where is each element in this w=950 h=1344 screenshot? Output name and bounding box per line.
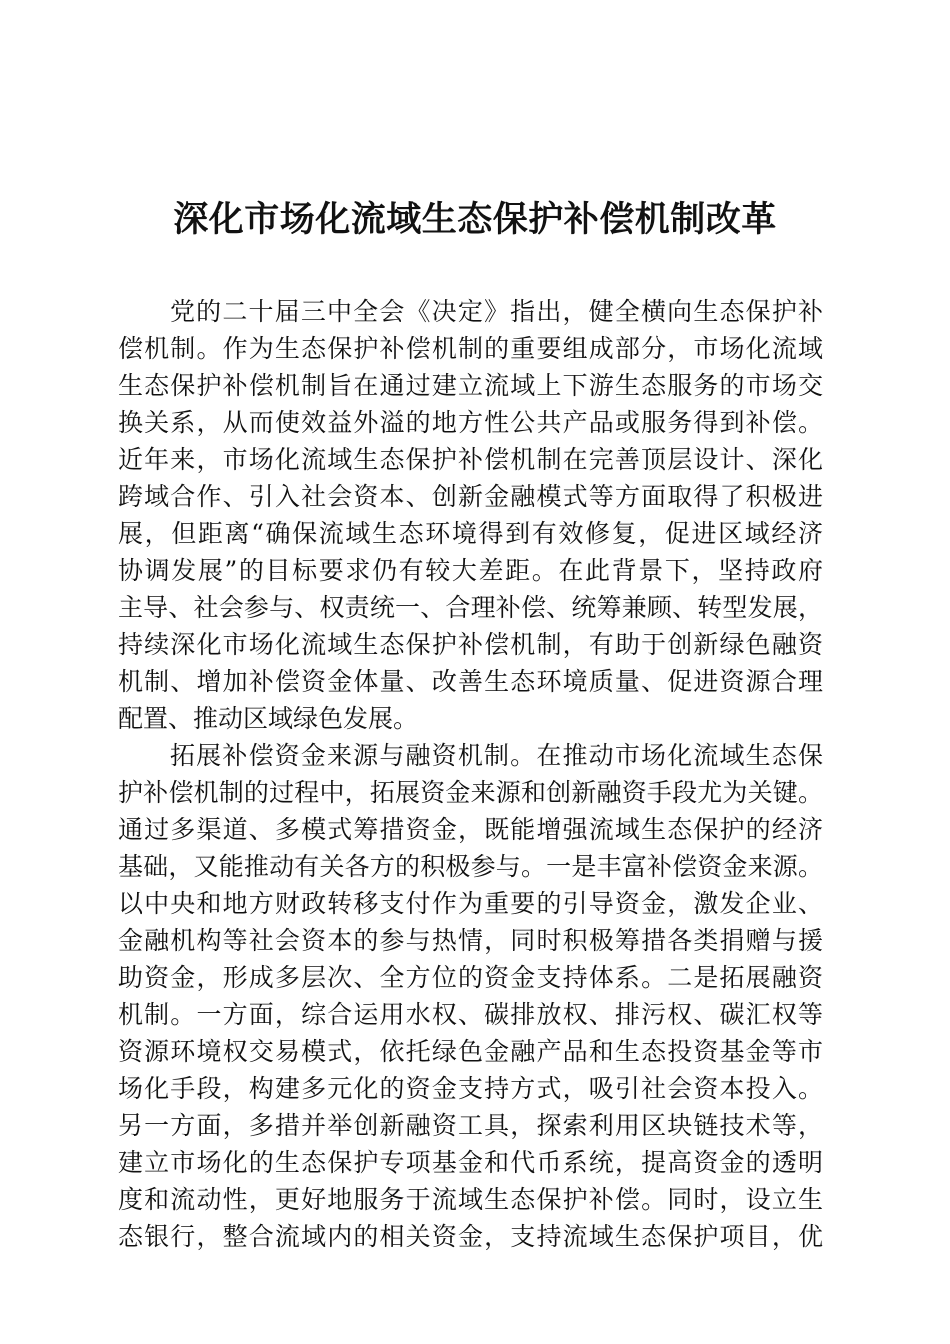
paragraph-line: 跨域合作、引入社会资本、创新金融模式等方面取得了积极进 [118,482,823,511]
paragraph-line: 场化手段，构建多元化的资金支持方式，吸引社会资本投入。 [118,1074,823,1103]
paragraph-line: 助资金，形成多层次、全方位的资金支持体系。二是拓展融资 [118,963,823,992]
paragraph-line: 建立市场化的生态保护专项基金和代币系统，提高资金的透明 [118,1148,823,1177]
paragraph-line: 态银行，整合流域内的相关资金，支持流域生态保护项目，优 [118,1222,823,1251]
paragraph-line: 生态保护补偿机制旨在通过建立流域上下游生态服务的市场交 [118,371,823,400]
paragraph-line: 展，但距离“确保流域生态环境得到有效修复，促进区域经济 [118,519,823,548]
paragraph-line: 拓展补偿资金来源与融资机制。在推动市场化流域生态保 [170,741,823,770]
paragraph-line: 换关系，从而使效益外溢的地方性公共产品或服务得到补偿。 [118,408,823,437]
paragraph-line: 近年来，市场化流域生态保护补偿机制在完善顶层设计、深化 [118,445,823,474]
paragraph-line: 基础，又能推动有关各方的积极参与。一是丰富补偿资金来源。 [118,852,823,881]
paragraph-line: 机制、增加补偿资金体量、改善生态环境质量、促进资源合理 [118,667,823,696]
paragraph-line: 持续深化市场化流域生态保护补偿机制，有助于创新绿色融资 [118,630,823,659]
paragraph-line: 通过多渠道、多模式筹措资金，既能增强流域生态保护的经济 [118,815,823,844]
paragraph-line: 机制。一方面，综合运用水权、碳排放权、排污权、碳汇权等 [118,1000,823,1029]
paragraph-line: 资源环境权交易模式，依托绿色金融产品和生态投资基金等市 [118,1037,823,1066]
paragraph-line: 党的二十届三中全会《决定》指出，健全横向生态保护补 [170,297,823,326]
paragraph-line: 护补偿机制的过程中，拓展资金来源和创新融资手段尤为关键。 [118,778,823,807]
paragraph-line: 协调发展”的目标要求仍有较大差距。在此背景下，坚持政府 [118,556,823,585]
paragraph-line: 偿机制。作为生态保护补偿机制的重要组成部分，市场化流域 [118,334,823,363]
paragraph-line: 金融机构等社会资本的参与热情，同时积极筹措各类捐赠与援 [118,926,823,955]
paragraph-line: 另一方面，多措并举创新融资工具，探索利用区块链技术等， [118,1111,823,1140]
document-title: 深化市场化流域生态保护补偿机制改革 [173,199,777,240]
paragraph-line: 配置、推动区域绿色发展。 [118,704,419,733]
paragraph-line: 主导、社会参与、权责统一、合理补偿、统筹兼顾、转型发展， [118,593,823,622]
paragraph-line: 以中央和地方财政转移支付作为重要的引导资金，激发企业、 [118,889,823,918]
paragraph-line: 度和流动性，更好地服务于流域生态保护补偿。同时，设立生 [118,1185,823,1214]
